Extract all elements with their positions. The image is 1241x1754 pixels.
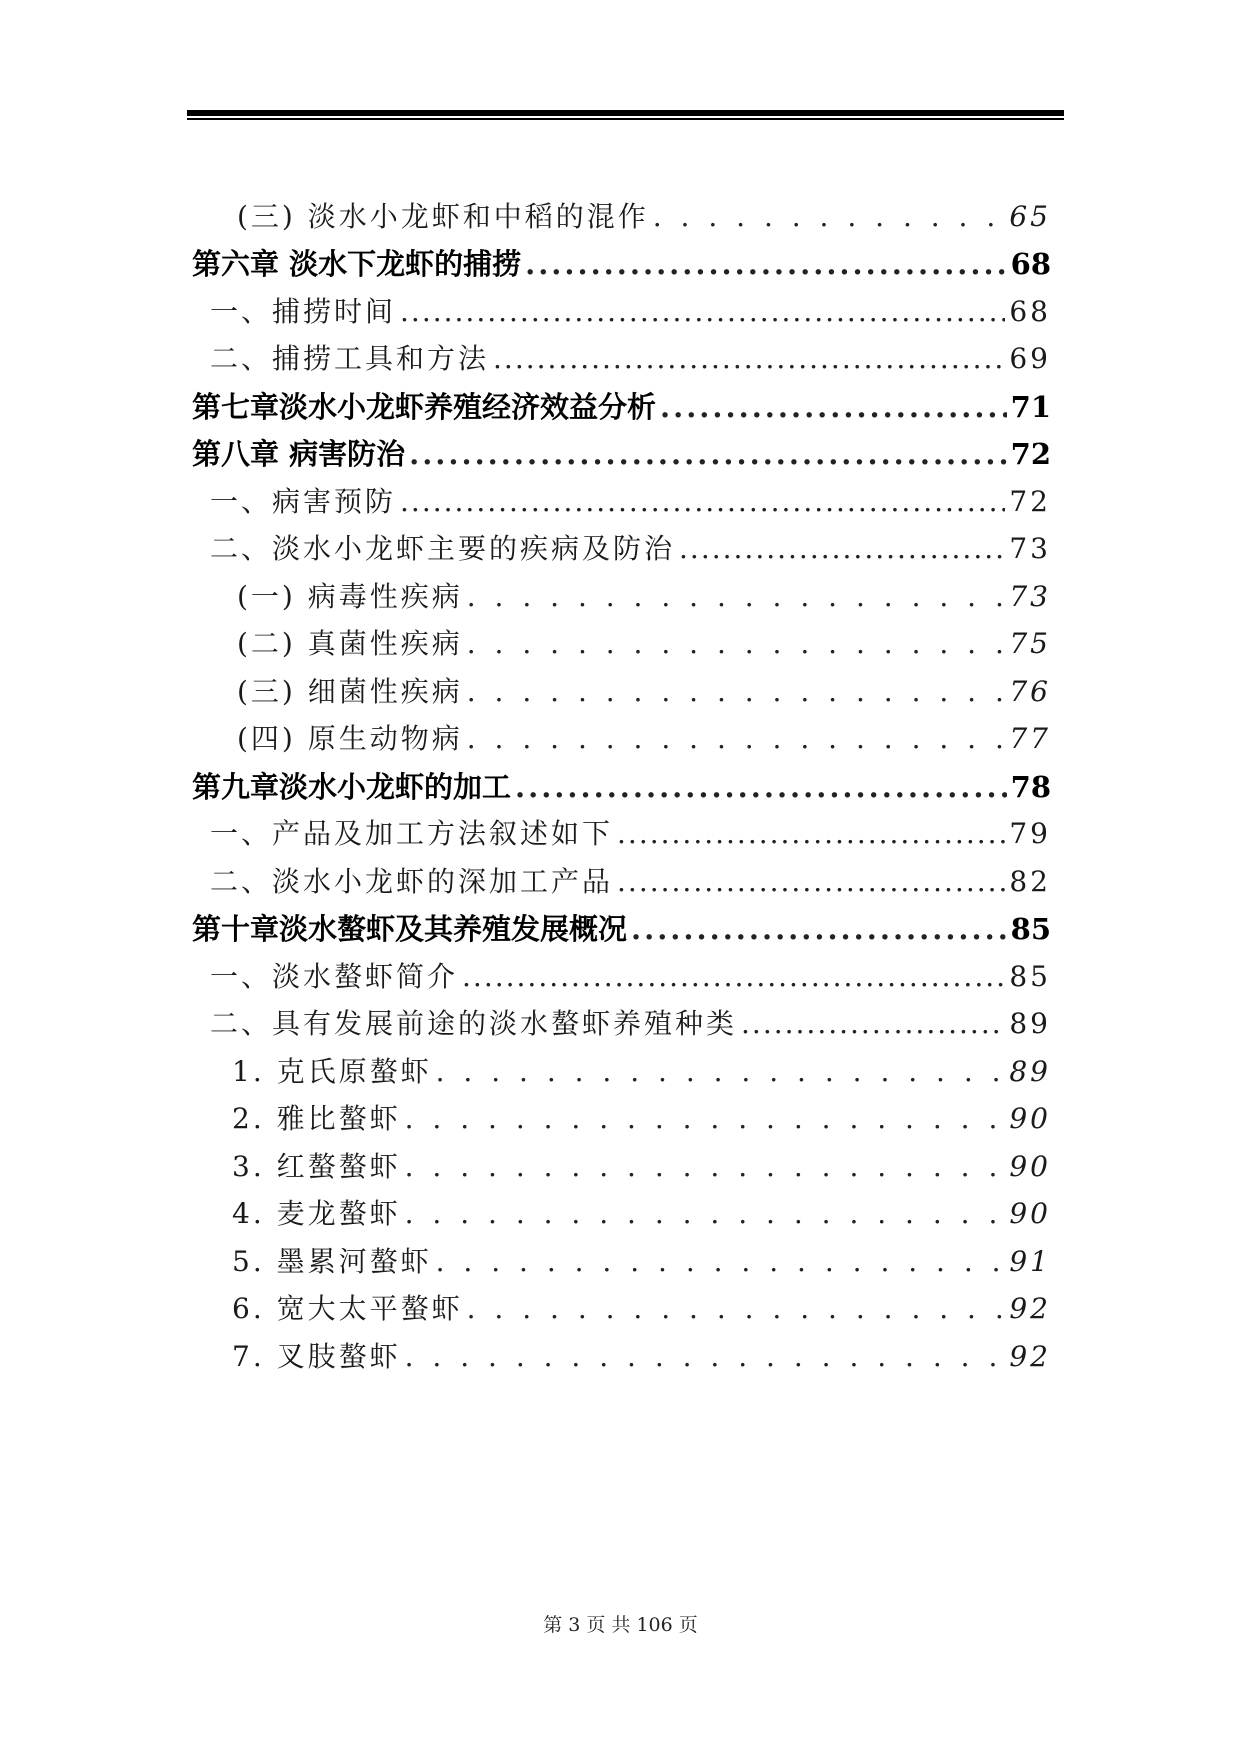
- toc-entry-page: 91: [1009, 1245, 1051, 1278]
- toc-entry-page: 72: [1009, 485, 1051, 518]
- toc-entry-page: 78: [1010, 770, 1051, 804]
- toc-dot-leader: [409, 437, 1007, 471]
- toc-entry[interactable]: [232, 1192, 1051, 1232]
- toc-dot-leader: [400, 295, 1005, 328]
- toc-dot-leader: [467, 722, 1006, 755]
- toc-entry[interactable]: [210, 1002, 1051, 1042]
- toc-entry-title: 二、捕捞工具和方法: [210, 342, 490, 375]
- toc-dot-leader: [467, 580, 1006, 613]
- toc-entry[interactable]: [210, 527, 1051, 567]
- toc-entry-page: 73: [1009, 580, 1051, 613]
- toc-entry[interactable]: [232, 1240, 1051, 1280]
- toc-entry[interactable]: [232, 1050, 1051, 1090]
- toc-entry-title: 1. 克氏原螯虾: [232, 1055, 432, 1088]
- toc-entry-title: 5. 墨累河螯虾: [232, 1245, 432, 1278]
- toc-entry-title: 二、淡水小龙虾的深加工产品: [210, 865, 614, 898]
- toc-entry-page: 77: [1009, 722, 1051, 755]
- toc-dot-leader: [515, 770, 1007, 804]
- toc-dot-leader: [405, 1150, 1006, 1183]
- toc-entry-page: 90: [1009, 1102, 1051, 1135]
- toc-entry-title: 第十章淡水螯虾及其养殖发展概况: [192, 912, 628, 946]
- toc-entry-page: 72: [1010, 437, 1051, 471]
- toc-entry-title: (三) 淡水小龙虾和中稻的混作: [237, 200, 649, 233]
- toc-entry[interactable]: [232, 1097, 1051, 1137]
- toc-entry-page: 89: [1009, 1007, 1051, 1040]
- toc-entry-title: (三) 细菌性疾病: [237, 675, 463, 708]
- toc-dot-leader: [617, 817, 1005, 850]
- toc-entry[interactable]: [210, 480, 1051, 520]
- toc-dot-leader: [617, 865, 1005, 898]
- toc-entry-title: 一、淡水螯虾简介: [210, 960, 459, 993]
- toc-entry-title: 二、具有发展前途的淡水螯虾养殖种类: [210, 1007, 738, 1040]
- toc-dot-leader: [436, 1055, 1006, 1088]
- toc-entry-title: 3. 红螯螯虾: [232, 1150, 401, 1183]
- toc-entry-title: 二、淡水小龙虾主要的疾病及防治: [210, 532, 676, 565]
- toc-dot-leader: [741, 1007, 1005, 1040]
- page-footer: 第 3 页 共 106 页: [543, 1614, 698, 1636]
- toc-entry-page: 85: [1010, 912, 1051, 946]
- toc-entry[interactable]: [237, 575, 1051, 615]
- toc-entry[interactable]: [210, 812, 1051, 852]
- header-rule-thin: [187, 118, 1064, 120]
- toc-entry-chapter[interactable]: [192, 432, 1051, 472]
- toc-dot-leader: [462, 960, 1005, 993]
- toc-entry-page: 92: [1009, 1340, 1051, 1373]
- toc-entry-page: 68: [1009, 295, 1051, 328]
- toc-entry-title: (一) 病毒性疾病: [237, 580, 463, 613]
- toc-dot-leader: [653, 200, 1006, 233]
- toc-entry-page: 85: [1009, 960, 1051, 993]
- toc-entry-page: 68: [1010, 247, 1051, 281]
- toc-entry-title: 7. 叉肢螯虾: [232, 1340, 401, 1373]
- toc-entry-title: (四) 原生动物病: [237, 722, 463, 755]
- toc-entry-title: 第九章淡水小龙虾的加工: [192, 770, 512, 804]
- toc-entry-page: 73: [1009, 532, 1051, 565]
- toc-entry-title: 第六章 淡水下龙虾的捕捞: [192, 247, 522, 281]
- toc-entry-title: 第八章 病害防治: [192, 437, 406, 471]
- header-rule-thick: [187, 110, 1064, 116]
- toc-entry-title: 第七章淡水小龙虾养殖经济效益分析: [192, 390, 657, 424]
- toc-entry[interactable]: [232, 1145, 1051, 1185]
- toc-entry-page: 76: [1009, 675, 1051, 708]
- toc-dot-leader: [467, 627, 1006, 660]
- toc-entry[interactable]: [237, 717, 1051, 757]
- toc-entry[interactable]: [210, 337, 1051, 377]
- toc-entry-title: 6. 宽大太平螯虾: [232, 1292, 463, 1325]
- toc-entry-page: 82: [1009, 865, 1051, 898]
- toc-entry-page: 65: [1009, 200, 1051, 233]
- toc-entry-title: 2. 雅比螯虾: [232, 1102, 401, 1135]
- toc-entry-title: 一、捕捞时间: [210, 295, 397, 328]
- toc-entry-page: 79: [1009, 817, 1051, 850]
- toc-dot-leader: [436, 1245, 1006, 1278]
- toc-entry-title: (二) 真菌性疾病: [237, 627, 463, 660]
- toc-dot-leader: [679, 532, 1005, 565]
- toc-entry-page: 89: [1009, 1055, 1051, 1088]
- toc-dot-leader: [631, 912, 1007, 946]
- toc-entry-title: 4. 麦龙螯虾: [232, 1197, 401, 1230]
- toc-dot-leader: [405, 1197, 1006, 1230]
- toc-entry[interactable]: [232, 1287, 1051, 1327]
- toc-entry[interactable]: [237, 195, 1051, 235]
- toc-entry-chapter[interactable]: [192, 242, 1051, 282]
- toc-entry-title: 一、产品及加工方法叙述如下: [210, 817, 614, 850]
- toc-entry-page: 90: [1009, 1150, 1051, 1183]
- toc-entry[interactable]: [237, 622, 1051, 662]
- toc-dot-leader: [467, 1292, 1006, 1325]
- toc-entry-page: 71: [1010, 390, 1051, 424]
- toc-dot-leader: [405, 1340, 1006, 1373]
- toc-dot-leader: [525, 247, 1007, 281]
- toc-entry-page: 92: [1009, 1292, 1051, 1325]
- toc-entry-chapter[interactable]: [192, 907, 1051, 947]
- toc-entry-chapter[interactable]: [192, 765, 1051, 805]
- toc-entry-page: 75: [1009, 627, 1051, 660]
- toc-entry[interactable]: [232, 1335, 1051, 1375]
- toc-entry[interactable]: [210, 860, 1051, 900]
- toc-entry-page: 90: [1009, 1197, 1051, 1230]
- toc-dot-leader: [405, 1102, 1006, 1135]
- toc-entry[interactable]: [237, 670, 1051, 710]
- toc-entry[interactable]: [210, 290, 1051, 330]
- toc-entry-page: 69: [1009, 342, 1051, 375]
- toc-entry-title: 一、病害预防: [210, 485, 397, 518]
- toc-dot-leader: [467, 675, 1006, 708]
- toc-entry-chapter[interactable]: [192, 385, 1051, 425]
- toc-dot-leader: [493, 342, 1005, 375]
- toc-entry[interactable]: [210, 955, 1051, 995]
- toc-dot-leader: [660, 390, 1007, 424]
- toc-dot-leader: [400, 485, 1005, 518]
